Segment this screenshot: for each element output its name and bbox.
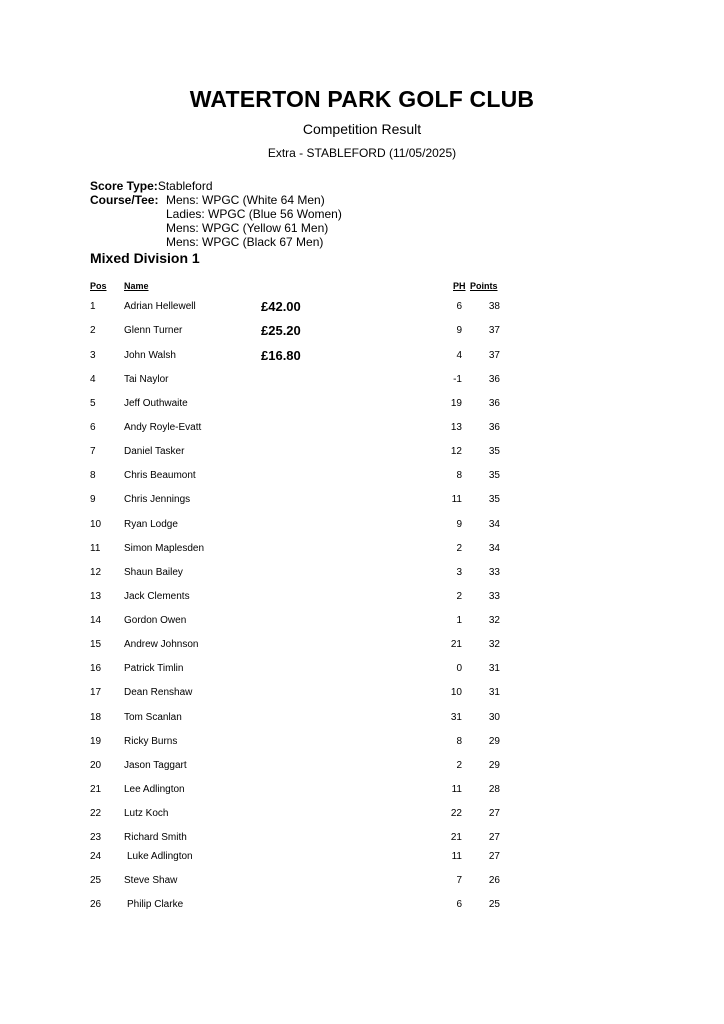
row-pos: 16 xyxy=(90,663,102,674)
row-ph: 2 xyxy=(456,760,462,771)
row-name: Jason Taggart xyxy=(124,760,187,771)
tee-line-1: Mens: WPGC (White 64 Men) xyxy=(166,193,325,207)
row-ph: 21 xyxy=(450,832,462,843)
row-pos: 20 xyxy=(90,760,102,771)
row-points: 30 xyxy=(488,712,500,723)
row-points: 35 xyxy=(488,494,500,505)
row-points: 38 xyxy=(488,301,500,312)
row-ph: 3 xyxy=(456,567,462,578)
row-ph: 1 xyxy=(456,615,462,626)
score-type-label: Score Type: xyxy=(90,179,158,193)
page-subtitle: Competition Result xyxy=(302,121,422,137)
row-name: Patrick Timlin xyxy=(124,663,184,674)
row-pos: 10 xyxy=(90,519,102,530)
tee-line-2: Ladies: WPGC (Blue 56 Women) xyxy=(166,207,342,221)
table-row xyxy=(0,591,724,605)
row-name: Lutz Koch xyxy=(124,808,169,819)
row-ph: 11 xyxy=(451,851,462,862)
row-name: Jack Clements xyxy=(124,591,190,602)
row-points: 31 xyxy=(488,687,500,698)
table-row xyxy=(0,639,724,653)
table-row xyxy=(0,398,724,412)
row-pos: 17 xyxy=(90,687,102,698)
row-name: Daniel Tasker xyxy=(124,446,185,457)
row-ph: 22 xyxy=(450,808,462,819)
row-name: Andrew Johnson xyxy=(124,639,199,650)
row-points: 27 xyxy=(488,832,500,843)
row-name: Tom Scanlan xyxy=(124,712,182,723)
row-pos: 8 xyxy=(90,470,96,481)
row-ph: 2 xyxy=(456,543,462,554)
table-row xyxy=(0,760,724,774)
row-pos: 26 xyxy=(90,899,102,910)
row-pos: 5 xyxy=(90,398,96,409)
row-ph: 6 xyxy=(456,301,462,312)
table-row xyxy=(0,470,724,484)
table-row xyxy=(0,350,724,364)
table-row xyxy=(0,567,724,581)
row-points: 36 xyxy=(488,374,500,385)
row-prize: £25.20 xyxy=(261,323,301,338)
row-points: 34 xyxy=(488,519,500,530)
row-pos: 19 xyxy=(90,736,102,747)
row-prize: £16.80 xyxy=(261,348,301,363)
row-ph: 12 xyxy=(450,446,462,457)
row-points: 36 xyxy=(488,398,500,409)
col-header-ph: PH xyxy=(453,281,466,291)
row-ph: 4 xyxy=(456,350,462,361)
row-ph: 19 xyxy=(450,398,462,409)
tee-line-4: Mens: WPGC (Black 67 Men) xyxy=(166,235,324,249)
table-row xyxy=(0,494,724,508)
row-name: Gordon Owen xyxy=(124,615,187,626)
row-prize: £42.00 xyxy=(261,299,301,314)
row-name: Lee Adlington xyxy=(124,784,185,795)
row-points: 36 xyxy=(488,422,500,433)
row-name: Steve Shaw xyxy=(124,875,178,886)
table-row xyxy=(0,422,724,436)
row-ph: 8 xyxy=(456,470,462,481)
row-ph: 13 xyxy=(450,422,462,433)
row-name: Andy Royle-Evatt xyxy=(124,422,202,433)
table-row xyxy=(0,784,724,798)
row-pos: 24 xyxy=(90,851,102,862)
table-row xyxy=(0,543,724,557)
row-name: Luke Adlington xyxy=(127,851,193,862)
table-row xyxy=(0,615,724,629)
row-ph: 9 xyxy=(456,325,462,336)
row-ph: 6 xyxy=(456,899,462,910)
course-tee-label xyxy=(90,194,158,208)
table-row xyxy=(0,325,724,339)
row-points: 32 xyxy=(488,615,500,626)
row-pos: 22 xyxy=(90,808,102,819)
row-points: 29 xyxy=(488,760,500,771)
row-name: Adrian Hellewell xyxy=(124,301,196,312)
course-tee-label-text: Course/Tee: xyxy=(90,193,159,207)
row-ph: 21 xyxy=(450,639,462,650)
row-pos: 25 xyxy=(90,875,102,886)
competition-name: Extra - STABLEFORD (11/05/2025) xyxy=(267,146,457,160)
row-pos: 21 xyxy=(90,784,102,795)
table-row xyxy=(0,374,724,388)
row-pos: 11 xyxy=(90,543,101,554)
row-pos: 15 xyxy=(90,639,102,650)
row-pos: 23 xyxy=(90,832,102,843)
row-ph: 7 xyxy=(456,875,462,886)
row-pos: 1 xyxy=(90,301,96,312)
row-pos: 4 xyxy=(90,374,96,385)
row-name: Shaun Bailey xyxy=(124,567,183,578)
table-row xyxy=(0,875,724,889)
col-header-points: Points xyxy=(470,281,498,291)
row-points: 28 xyxy=(488,784,500,795)
row-name: John Walsh xyxy=(124,350,176,361)
score-type-value: Stableford xyxy=(157,179,213,193)
row-name: Ryan Lodge xyxy=(124,519,178,530)
row-ph: 2 xyxy=(456,591,462,602)
row-name: Chris Beaumont xyxy=(124,470,196,481)
row-pos: 2 xyxy=(90,325,96,336)
row-pos: 3 xyxy=(90,350,96,361)
row-points: 33 xyxy=(488,591,500,602)
row-pos: 9 xyxy=(90,494,96,505)
row-points: 37 xyxy=(488,325,500,336)
row-points: 37 xyxy=(488,350,500,361)
row-name: Chris Jennings xyxy=(124,494,191,505)
row-points: 31 xyxy=(488,663,500,674)
col-header-name: Name xyxy=(124,281,149,291)
table-row xyxy=(0,446,724,460)
division-heading: Mixed Division 1 xyxy=(90,250,200,266)
table-row xyxy=(0,851,724,865)
table-row xyxy=(0,832,724,846)
row-name: Philip Clarke xyxy=(127,899,184,910)
row-points: 27 xyxy=(488,851,500,862)
row-ph: 0 xyxy=(456,663,462,674)
row-name: Jeff Outhwaite xyxy=(124,398,188,409)
row-ph: 31 xyxy=(450,712,462,723)
row-name: Simon Maplesden xyxy=(124,543,205,554)
row-ph: 11 xyxy=(451,494,462,505)
table-row xyxy=(0,736,724,750)
col-header-pos: Pos xyxy=(90,281,107,291)
row-name: Glenn Turner xyxy=(124,325,183,336)
table-row xyxy=(0,899,724,913)
row-points: 29 xyxy=(488,736,500,747)
row-points: 34 xyxy=(488,543,500,554)
tee-line-3: Mens: WPGC (Yellow 61 Men) xyxy=(166,221,329,235)
row-points: 33 xyxy=(488,567,500,578)
table-row xyxy=(0,301,724,315)
club-title: WATERTON PARK GOLF CLUB xyxy=(189,86,535,112)
row-name: Dean Renshaw xyxy=(124,687,193,698)
row-pos: 12 xyxy=(90,567,102,578)
table-row xyxy=(0,687,724,701)
row-ph: 9 xyxy=(456,519,462,530)
row-ph: -1 xyxy=(453,374,462,385)
row-ph: 10 xyxy=(450,687,462,698)
row-name: Ricky Burns xyxy=(124,736,178,747)
table-row xyxy=(0,808,724,822)
score-type-line xyxy=(90,180,213,194)
row-pos: 6 xyxy=(90,422,96,433)
row-pos: 7 xyxy=(90,446,96,457)
row-points: 32 xyxy=(488,639,500,650)
row-name: Richard Smith xyxy=(124,832,187,843)
row-pos: 14 xyxy=(90,615,102,626)
row-ph: 8 xyxy=(456,736,462,747)
table-row xyxy=(0,712,724,726)
table-row xyxy=(0,663,724,677)
row-points: 35 xyxy=(488,470,500,481)
row-points: 25 xyxy=(488,899,500,910)
row-points: 27 xyxy=(488,808,500,819)
row-points: 26 xyxy=(488,875,500,886)
row-ph: 11 xyxy=(451,784,462,795)
row-pos: 13 xyxy=(90,591,102,602)
row-pos: 18 xyxy=(90,712,102,723)
row-name: Tai Naylor xyxy=(124,374,169,385)
table-row xyxy=(0,519,724,533)
row-points: 35 xyxy=(488,446,500,457)
